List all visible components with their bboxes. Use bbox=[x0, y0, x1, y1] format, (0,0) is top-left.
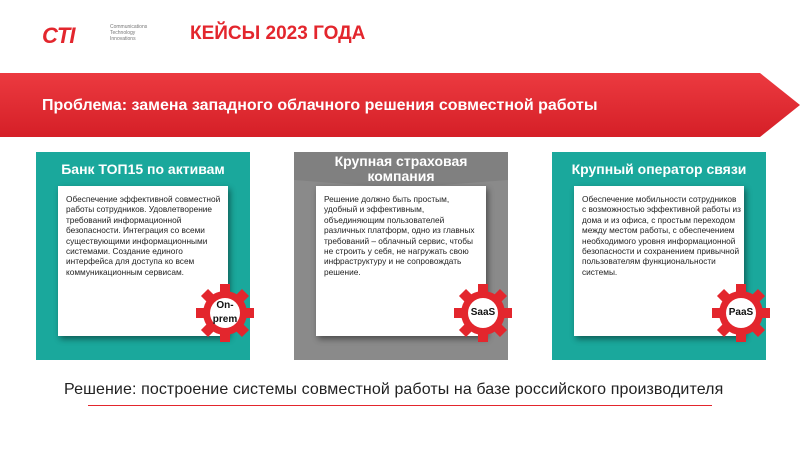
logo-subtitle-line: Technology bbox=[110, 30, 136, 36]
page-title: КЕЙСЫ 2023 ГОДА bbox=[190, 23, 366, 44]
logo-subtitle-line: Innovations bbox=[110, 36, 136, 42]
logo-mark: CTI bbox=[42, 23, 75, 48]
badge-label: On-prem bbox=[212, 300, 238, 325]
card-description: Решение должно быть простым, удобный и эффективным, объединяющим пользователей различных платформ, одно из главных требований – облачный сервис, чтобы не строить у себя, не нагружать свою инфраструктуру и не сопровождать решение. bbox=[324, 194, 475, 277]
card-description: Обеспечение эффективной совместной работы сотрудников. Удовлетворение требований информационной безопасности. Интеграция со всеми существующими информационными системами. Создание единого интерфейса для доступа ко всем коммуникационным сервисам. bbox=[66, 194, 221, 277]
card-title: Банк ТОП15 по активам bbox=[61, 160, 225, 177]
logo-subtitle bbox=[110, 24, 170, 42]
logo-subtitle-line: Communications bbox=[110, 24, 148, 30]
card-title: Крупная страховая компания bbox=[334, 153, 468, 184]
card-title: Крупный оператор связи bbox=[571, 160, 747, 177]
problem-statement: Проблема: замена западного облачного решения совместной работы bbox=[42, 97, 598, 114]
deployment-badge bbox=[194, 282, 256, 344]
solution-statement: Решение: построение системы совместной работы на базе российского производителя bbox=[64, 381, 724, 398]
solution-underline bbox=[88, 405, 712, 406]
deployment-badge: SaaS bbox=[470, 307, 496, 318]
case-card-telecom bbox=[552, 152, 766, 360]
case-card-insurance bbox=[294, 152, 508, 360]
cti-logo bbox=[42, 20, 162, 52]
case-card-bank bbox=[36, 152, 250, 360]
card-description: Обеспечение мобильности сотрудников с возможностью эффективной работы из дома и из офиса, с простым переходом между местом работы, с обеспечением необходимого уровня информационной безопасности и сохранением привычной пользователям функциональности системы. bbox=[582, 194, 741, 277]
deployment-badge: PaaS bbox=[728, 307, 754, 318]
